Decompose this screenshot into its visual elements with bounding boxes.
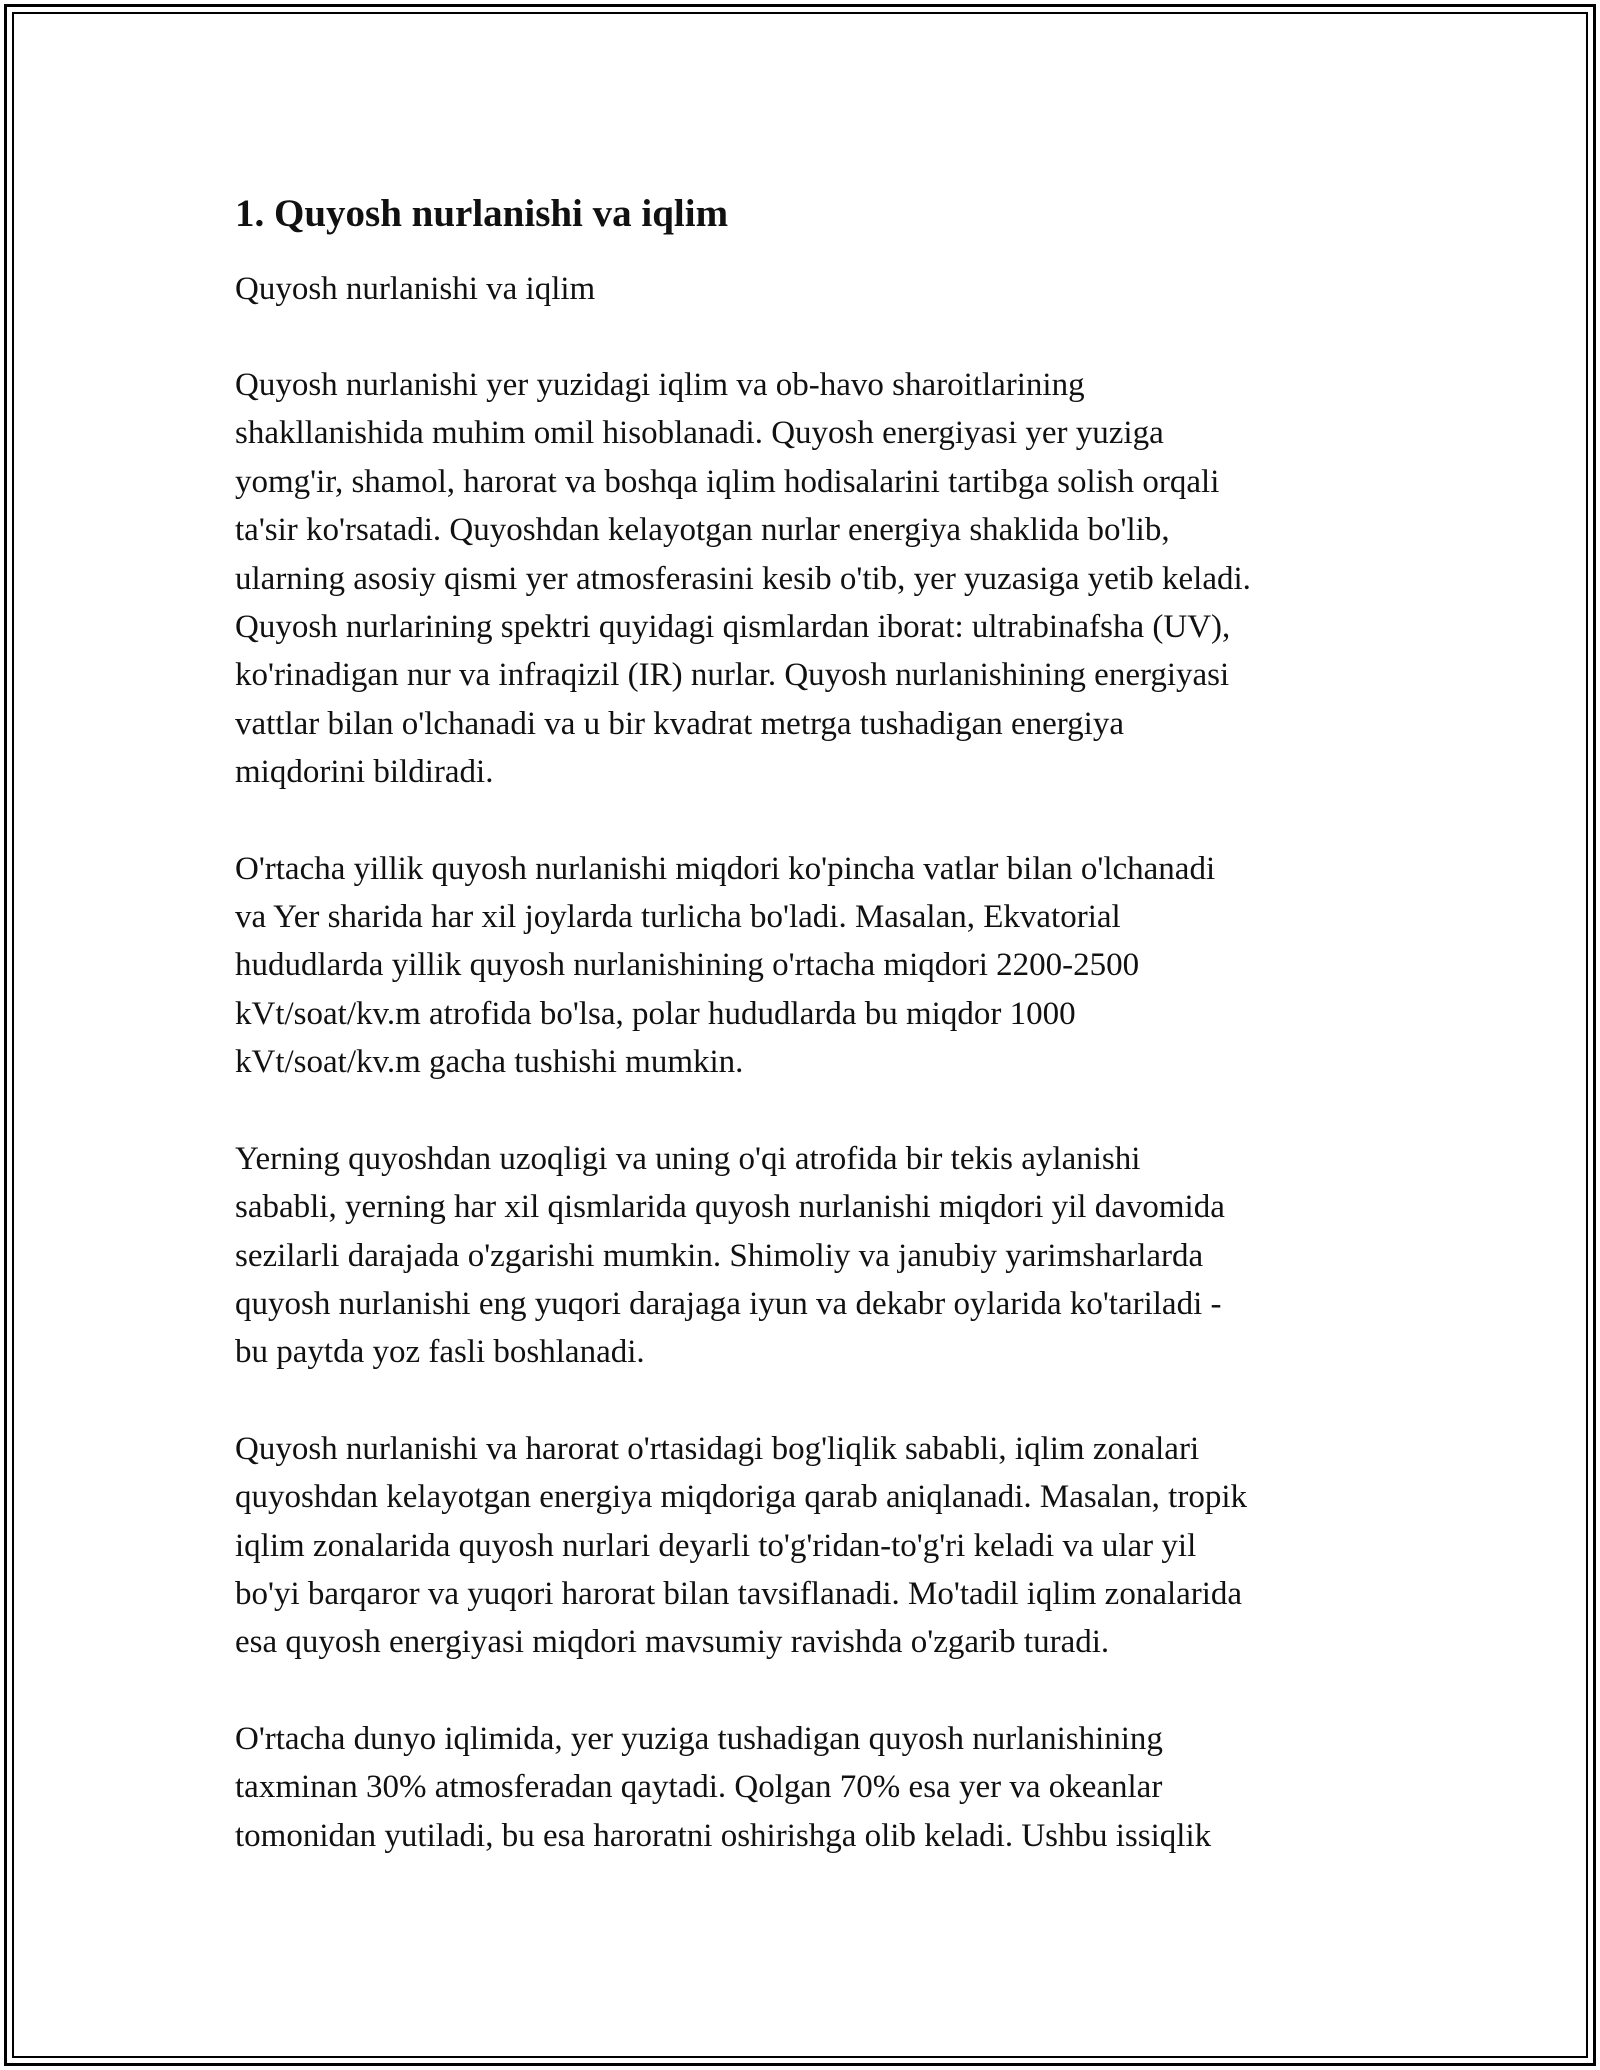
text-line: miqdorini bildiradi. [235, 754, 494, 791]
text-line: O'rtacha dunyo iqlimida, yer yuziga tushadigan quyosh nurlanishining [235, 1720, 1163, 1757]
text-line: O'rtacha yillik quyosh nurlanishi miqdori ko'pincha vatlar bilan o'lchanadi [235, 850, 1216, 887]
paragraph [235, 361, 1375, 797]
text-line: bu paytda yoz fasli boshlanadi. [235, 1334, 645, 1371]
text-line: vattlar bilan o'lchanadi va u bir kvadrat metrga tushadigan energiya [235, 705, 1125, 742]
text-line: ularning asosiy qismi yer atmosferasini kesib o'tib, yer yuzasiga yetib keladi. [235, 560, 1251, 597]
paragraph [235, 1425, 1375, 1667]
text-line: quyoshdan kelayotgan energiya miqdoriga qarab aniqlanadi. Masalan, tropik [235, 1479, 1248, 1516]
paragraph [235, 1715, 1375, 1860]
section-subtitle: Quyosh nurlanishi va iqlim [235, 271, 596, 307]
text-line: ta'sir ko'rsatadi. Quyoshdan kelayotgan nurlar energiya shaklida bo'lib, [235, 512, 1170, 549]
text-line: Quyosh nurlanishi va harorat o'rtasidagi bog'liqlik sababli, iqlim zonalari [235, 1430, 1200, 1467]
text-line: taxminan 30% atmosferadan qaytadi. Qolgan 70% esa yer va okeanlar [235, 1769, 1163, 1806]
text-line: sababli, yerning har xil qismlarida quyosh nurlanishi miqdori yil davomida [235, 1189, 1225, 1226]
text-line: Quyosh nurlanishi yer yuzidagi iqlim va ob-havo sharoitlarining [235, 367, 1085, 403]
text-line: Quyosh nurlarining spektri quyidagi qismlardan iborat: ultrabinafsha (UV), [235, 609, 1231, 646]
text-line: quyosh nurlanishi eng yuqori darajaga iyun va dekabr oylarida ko'tariladi - [235, 1285, 1222, 1322]
text-line: kVt/soat/kv.m gacha tushishi mumkin. [235, 1044, 744, 1081]
text-line: sezilarli darajada o'zgarishi mumkin. Shimoliy va janubiy yarimsharlarda [235, 1237, 1204, 1274]
section-heading: 1. Quyosh nurlanishi va iqlim [235, 192, 729, 235]
text-line: hududlarda yillik quyosh nurlanishining o'rtacha miqdori 2200-2500 [235, 947, 1140, 984]
text-line: esa quyosh energiyasi miqdori mavsumiy ravishda o'zgarib turadi. [235, 1624, 1110, 1661]
text-line: va Yer sharida har xil joylarda turlicha bo'ladi. Masalan, Ekvatorial [235, 899, 1121, 936]
text-line: iqlim zonalarida quyosh nurlari deyarli to'g'ridan-to'g'ri keladi va ular yil [235, 1527, 1197, 1564]
paragraph [235, 845, 1375, 1087]
text-line: ko'rinadigan nur va infraqizil (IR) nurlar. Quyosh nurlanishining energiyasi [235, 657, 1230, 694]
text-line: Yerning quyoshdan uzoqligi va uning o'qi atrofida bir tekis aylanishi [235, 1140, 1141, 1177]
paragraph [235, 1135, 1375, 1377]
text-line: tomonidan yutiladi, bu esa haroratni oshirishga olib keladi. Ushbu issiqlik [235, 1817, 1212, 1854]
text-line: bo'yi barqaror va yuqori harorat bilan tavsiflanadi. Mo'tadil iqlim zonalarida [235, 1575, 1243, 1612]
document-content [235, 185, 1375, 1860]
text-line: kVt/soat/kv.m atrofida bo'lsa, polar hududlarda bu miqdor 1000 [235, 995, 1076, 1032]
text-line: shakllanishida muhim omil hisoblanadi. Quyosh energiyasi yer yuziga [235, 415, 1164, 452]
text-line: yomg'ir, shamol, harorat va boshqa iqlim hodisalarini tartibga solish orqali [235, 463, 1220, 500]
